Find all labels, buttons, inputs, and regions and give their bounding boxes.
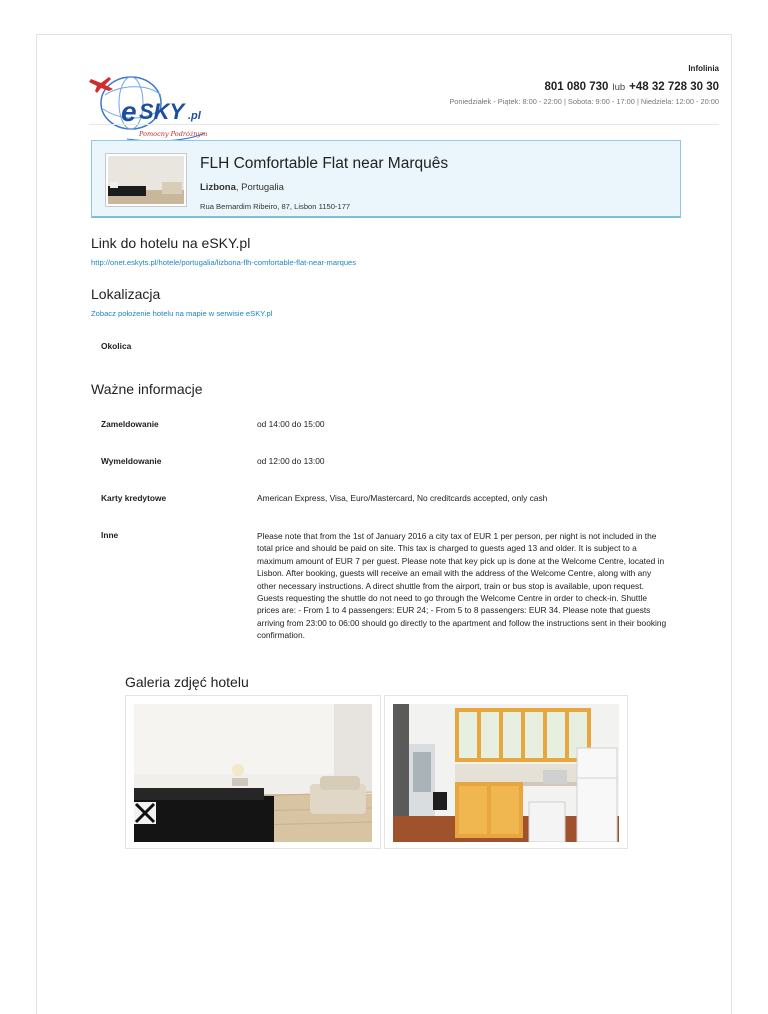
- svg-text:SKY: SKY: [139, 99, 185, 124]
- page-sheet: [36, 34, 732, 1014]
- location-heading: Lokalizacja: [91, 286, 161, 302]
- info-row-label: Wymeldowanie: [101, 456, 162, 466]
- hotel-name: FLH Comfortable Flat near Marquês: [200, 155, 449, 172]
- important-info-heading: Ważne informacje: [91, 381, 203, 397]
- hotel-thumbnail[interactable]: [105, 153, 187, 207]
- hotel-link-heading: Link do hotelu na eSKY.pl: [91, 235, 251, 251]
- hotel-address: Rua Bernardim Ribeiro, 87, Lisbon 1150-177: [200, 202, 351, 211]
- hotel-location: [200, 182, 284, 193]
- map-link[interactable]: Zobacz położenie hotelu na mapie w serwisie eSKY.pl: [91, 309, 273, 318]
- hotel-country: , Portugalia: [235, 182, 284, 193]
- gallery-photo-kitchen[interactable]: [384, 695, 628, 849]
- svg-text:Pomocny Podróżnym: Pomocny Podróżnym: [139, 130, 208, 138]
- gallery-heading: Galeria zdjęć hotelu: [125, 674, 249, 690]
- svg-text:.pl: .pl: [188, 110, 201, 122]
- hotline-label: Infolinia: [688, 64, 719, 73]
- info-row-label: Zameldowanie: [101, 419, 159, 429]
- hotel-url-link[interactable]: http://onet.eskyts.pl/hotele/portugalia/lizbona-flh-comfortable-flat-near-marques: [91, 258, 357, 267]
- hotline-hours: Poniedziałek - Piątek: 8:00 - 22:00 | Sobota: 9:00 - 17:00 | Niedziela: 12:00 - 20:00: [449, 97, 719, 106]
- hotel-summary-card: [91, 140, 681, 218]
- header-divider: [89, 124, 719, 125]
- checkout-value: od 12:00 do 13:00: [257, 456, 325, 466]
- phone-secondary[interactable]: +48 32 728 30 30: [629, 81, 719, 93]
- hotel-city: Lizbona: [200, 182, 236, 193]
- other-info-value: Please note that from the 1st of January 2016 a city tax of EUR 1 per person, per night is not included in the total price and should be paid on site. This tax is charged to guests aged 13 and older. It is subject to a maximum amount of EUR 7 per guest. Please note that key pick up is done at the Welcome Centre, located in Lisbon. After booking, guests will receive an email with the address of the Welcome Centre, along with any other necessary instructions. A direct shuttle from the airport, train or bus stop is available, upon request. Guests requesting the shuttle do not need to go through the Welcome Centre in order to check-in. Shuttle prices are: - From 1 to 4 passengers: EUR 24; - From 5 to 8 passengers: EUR 34. Please note that guests arriving from 23:00 to 06:00 should go directly to the apartment and follow the instructions sent in their booking confirmation.: [257, 531, 667, 641]
- phone-primary[interactable]: 801 080 730: [544, 81, 609, 93]
- hotline-phones: [545, 81, 720, 93]
- credit-cards-value: American Express, Visa, Euro/Mastercard, No creditcards accepted, only cash: [257, 493, 548, 503]
- checkin-value: od 14:00 do 15:00: [257, 419, 325, 429]
- gallery-photo-bedroom[interactable]: [125, 695, 381, 849]
- info-row-label: Inne: [101, 530, 119, 540]
- info-row-label: Karty kredytowe: [101, 493, 167, 503]
- kitchen-photo: [393, 704, 619, 842]
- phone-separator: lub: [612, 82, 626, 93]
- svg-text:e: e: [121, 96, 137, 127]
- bedroom-photo: [134, 704, 372, 842]
- area-label: Okolica: [101, 341, 132, 351]
